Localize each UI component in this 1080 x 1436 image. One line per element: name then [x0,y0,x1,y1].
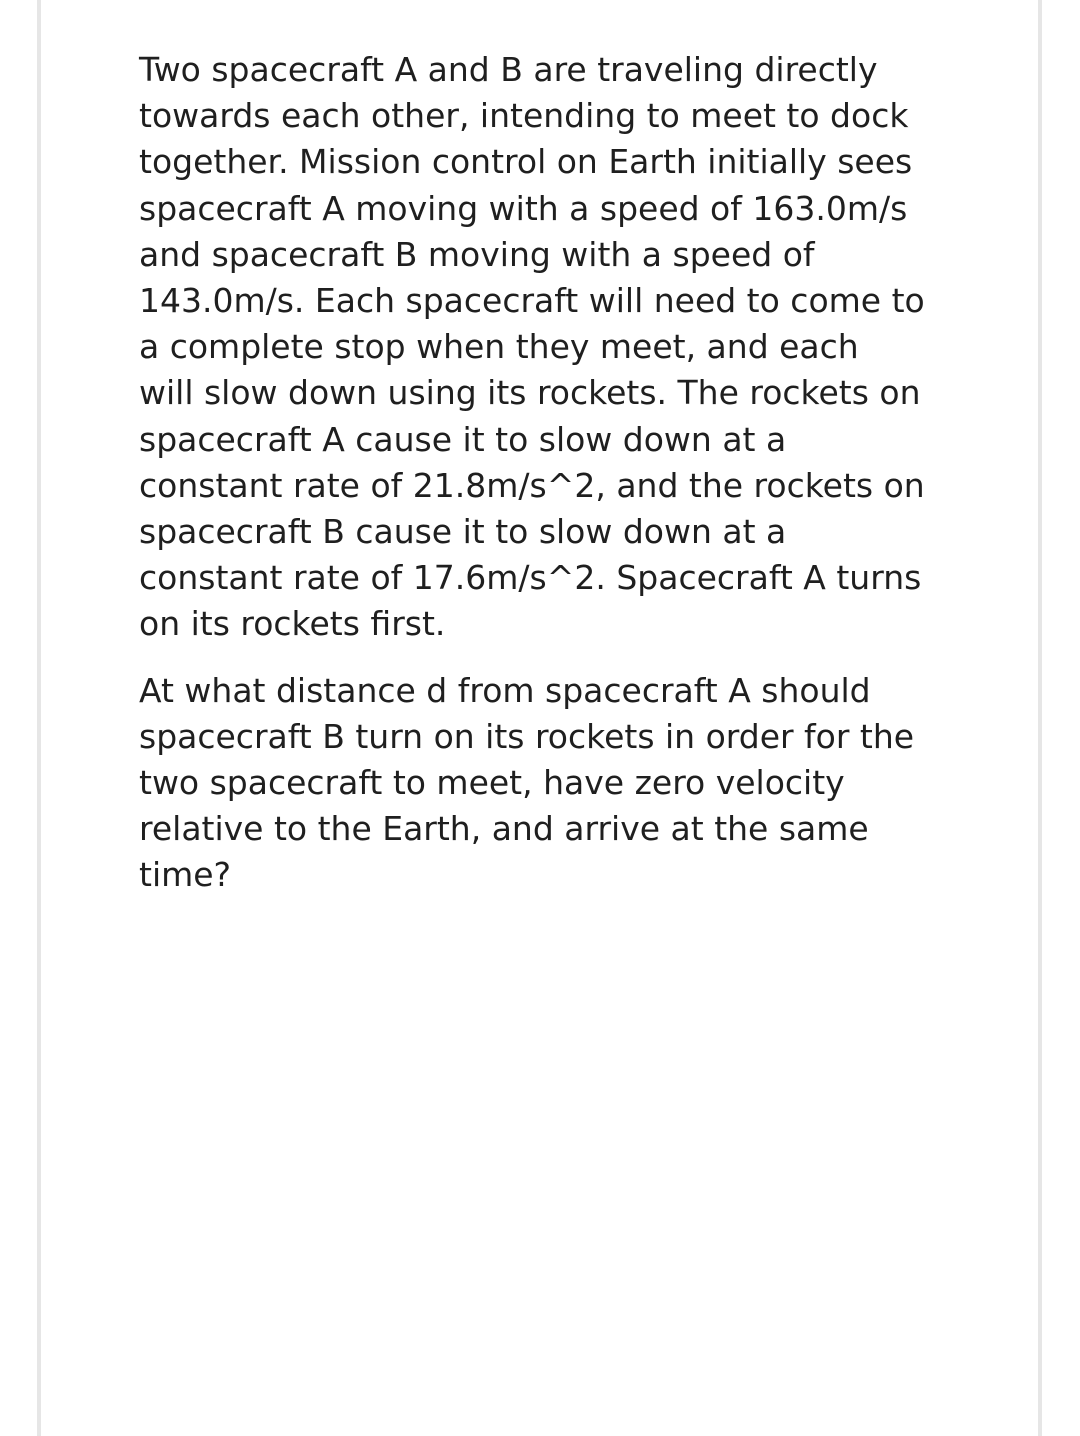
text-line: on its rockets first. [139,604,446,644]
text-line: spacecraft A moving with a speed of 163.0m/s [139,188,908,228]
left-border [37,0,41,1436]
text-line: two spacecraft to meet, have zero velocity [139,763,845,803]
text-line: Two spacecraft A and B are traveling directly [139,50,878,89]
right-border [1038,0,1042,1436]
text-line: spacecraft B turn on its rockets in order for the [139,716,915,756]
question-paragraph [139,668,999,899]
text-line: constant rate of 17.6m/s^2. Spacecraft A turns [139,558,922,598]
question-text [139,47,999,899]
text-line: At what distance d from spacecraft A should [139,670,871,710]
text-line: time? [139,855,232,895]
text-line: spacecraft B cause it to slow down at a [139,512,787,552]
text-line: 143.0m/s. Each spacecraft will need to come to [139,281,925,321]
text-line: a complete stop when they meet, and each [139,327,859,367]
text-line: relative to the Earth, and arrive at the same [139,809,869,849]
text-line: constant rate of 21.8m/s^2, and the rockets on [139,465,925,505]
text-line: towards each other, intending to meet to dock [139,96,909,136]
problem-statement-paragraph [139,47,999,648]
text-line: and spacecraft B moving with a speed of [139,234,815,274]
text-line: will slow down using its rockets. The rockets on [139,373,921,413]
text-line: spacecraft A cause it to slow down at a [139,419,787,459]
text-line: together. Mission control on Earth initially sees [139,142,913,182]
